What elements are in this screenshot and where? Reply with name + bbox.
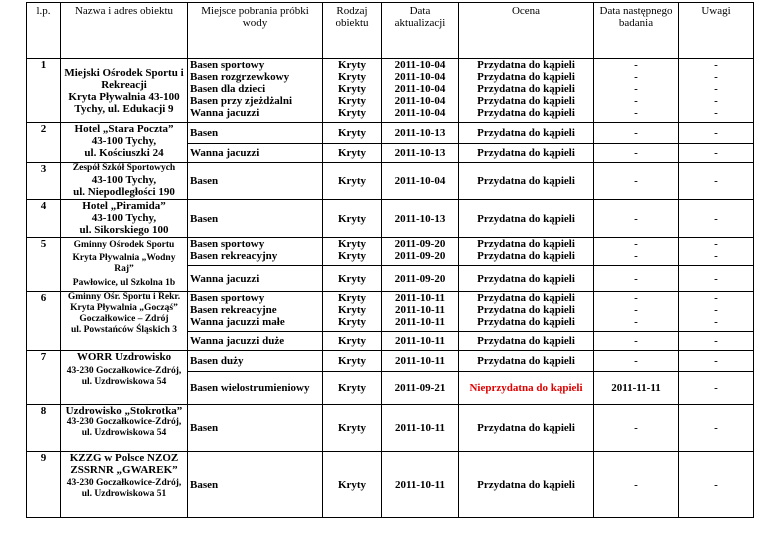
row-name bbox=[61, 123, 188, 163]
place-cell: Wanna jacuzzi bbox=[190, 107, 260, 119]
place-cell: Basen bbox=[188, 163, 323, 200]
date-cell: 2011-10-04 bbox=[394, 95, 446, 107]
rodzaj-cell: Kryty bbox=[323, 372, 382, 405]
place-cell: Basen rekreacyjny bbox=[190, 250, 278, 262]
place-cell: Basen sportowy bbox=[190, 59, 265, 71]
row-data bbox=[382, 292, 459, 332]
row-name bbox=[61, 452, 188, 518]
name-address: 43-230 Goczałkowice-Zdrój, ul. Uzdrowiskowa 51 bbox=[66, 478, 182, 499]
uwagi-cell: - bbox=[679, 332, 754, 351]
row-lp: 8 bbox=[27, 405, 61, 452]
date-cell: 2011-10-11 bbox=[382, 452, 459, 518]
rodzaj-cell: Kryty bbox=[323, 163, 382, 200]
rodzaj-cell: Kryty bbox=[323, 266, 382, 292]
uwagi-cell: - bbox=[714, 304, 718, 316]
next-cell: - bbox=[594, 452, 679, 518]
rodzaj-cell: Kryty bbox=[337, 304, 367, 316]
ocena-cell: Przydatna do kąpieli bbox=[459, 452, 594, 518]
next-cell: - bbox=[634, 250, 638, 262]
rodzaj-cell: Kryty bbox=[337, 107, 367, 119]
place-cell: Basen przy zjeżdżalni bbox=[190, 95, 293, 107]
place-cell: Basen bbox=[188, 452, 323, 518]
name-address: 43-230 Goczałkowice-Zdrój, ul. Uzdrowiskowa 54 bbox=[66, 417, 182, 438]
place-cell: Wanna jacuzzi małe bbox=[190, 316, 285, 328]
ocena-cell: Przydatna do kąpieli bbox=[459, 200, 594, 238]
uwagi-cell: - bbox=[714, 71, 718, 83]
name-line: Zespół Szkół Sportowych bbox=[72, 163, 176, 173]
rodzaj-cell: Kryty bbox=[337, 292, 367, 304]
row-uwagi bbox=[679, 238, 754, 266]
ocena-cell: Przydatna do kąpieli bbox=[459, 144, 594, 163]
row-lp: 7 bbox=[27, 351, 61, 405]
row-ocena bbox=[459, 292, 594, 332]
name-address: 43-230 Goczałkowice-Zdrój, ul. Uzdrowiskowa 54 bbox=[66, 366, 182, 387]
place-cell: Basen wielostrumieniowy bbox=[188, 372, 323, 405]
row-next bbox=[594, 238, 679, 266]
rodzaj-cell: Kryty bbox=[337, 83, 367, 95]
ocena-cell: Przydatna do kąpieli bbox=[459, 405, 594, 452]
place-cell: Basen sportowy bbox=[190, 238, 265, 250]
date-cell: 2011-10-11 bbox=[382, 351, 459, 372]
date-cell: 2011-09-20 bbox=[382, 266, 459, 292]
ocena-cell: Przydatna do kąpieli bbox=[477, 304, 575, 316]
place-cell: Wanna jacuzzi duże bbox=[188, 332, 323, 351]
header-data-nastepnego: Data następnego badania bbox=[594, 3, 679, 59]
ocena-cell: Przydatna do kąpieli bbox=[477, 71, 575, 83]
ocena-cell: Przydatna do kąpieli bbox=[459, 332, 594, 351]
header-row bbox=[27, 3, 754, 59]
row-rodzaj bbox=[323, 292, 382, 332]
next-cell: - bbox=[594, 332, 679, 351]
ocena-cell: Przydatna do kąpieli bbox=[477, 107, 575, 119]
row-name bbox=[61, 351, 188, 405]
next-cell: - bbox=[634, 71, 638, 83]
name-line: ul. Kościuszki 24 bbox=[84, 147, 164, 159]
uwagi-cell: - bbox=[714, 107, 718, 119]
table-row bbox=[27, 200, 754, 238]
next-cell: - bbox=[634, 238, 638, 250]
row-uwagi bbox=[679, 292, 754, 332]
name-line: 43-100 Tychy, bbox=[91, 174, 157, 186]
rodzaj-cell: Kryty bbox=[337, 71, 367, 83]
row-name bbox=[61, 292, 188, 351]
name-line: Kryta Pływalnia „Gocząś” bbox=[70, 303, 178, 313]
row-places bbox=[188, 292, 323, 332]
rodzaj-cell: Kryty bbox=[323, 144, 382, 163]
next-cell: - bbox=[634, 95, 638, 107]
next-cell: - bbox=[634, 107, 638, 119]
next-cell: - bbox=[634, 316, 638, 328]
place-cell: Basen dla dzieci bbox=[190, 83, 266, 95]
date-cell: 2011-10-13 bbox=[382, 144, 459, 163]
date-cell: 2011-09-21 bbox=[382, 372, 459, 405]
row-name bbox=[61, 163, 188, 200]
row-next bbox=[594, 292, 679, 332]
name-title: Uzdrowisko „Stokrotka” bbox=[65, 405, 183, 417]
date-cell: 2011-09-20 bbox=[394, 238, 446, 250]
row-next bbox=[594, 59, 679, 123]
row-data bbox=[382, 238, 459, 266]
rodzaj-cell: Kryty bbox=[337, 59, 367, 71]
date-cell: 2011-10-13 bbox=[382, 123, 459, 144]
row-lp: 9 bbox=[27, 452, 61, 518]
row-data bbox=[382, 59, 459, 123]
place-cell: Basen bbox=[188, 405, 323, 452]
ocena-cell: Przydatna do kąpieli bbox=[477, 59, 575, 71]
ocena-cell: Przydatna do kąpieli bbox=[477, 250, 575, 262]
row-ocena bbox=[459, 59, 594, 123]
row-places bbox=[188, 238, 323, 266]
uwagi-cell: - bbox=[679, 163, 754, 200]
name-line: ul. Niepodległości 190 bbox=[73, 186, 175, 198]
header-nazwa: Nazwa i adres obiektu bbox=[61, 3, 188, 59]
rodzaj-cell: Kryty bbox=[337, 95, 367, 107]
date-cell: 2011-10-11 bbox=[394, 292, 446, 304]
ocena-cell: Przydatna do kąpieli bbox=[477, 95, 575, 107]
date-cell: 2011-10-11 bbox=[394, 316, 446, 328]
name-line: Gminny Ośr. Sportu i Rekr. bbox=[67, 292, 181, 302]
date-cell: 2011-10-11 bbox=[394, 304, 446, 316]
place-cell: Wanna jacuzzi bbox=[188, 144, 323, 163]
rodzaj-cell: Kryty bbox=[337, 316, 367, 328]
table-row bbox=[27, 292, 754, 332]
uwagi-cell: - bbox=[714, 250, 718, 262]
place-cell: Basen rekreacyjne bbox=[190, 304, 277, 316]
row-lp: 6 bbox=[27, 292, 61, 351]
table-row bbox=[27, 59, 754, 123]
name-title: KZZG w Polsce NZOZ ZSSRNR „GWAREK” bbox=[69, 452, 179, 476]
header-lp: l.p. bbox=[27, 3, 61, 59]
uwagi-cell: - bbox=[714, 59, 718, 71]
header-uwagi: Uwagi bbox=[679, 3, 754, 59]
next-cell: - bbox=[594, 144, 679, 163]
next-cell: - bbox=[634, 59, 638, 71]
row-name bbox=[61, 405, 188, 452]
uwagi-cell: - bbox=[714, 316, 718, 328]
name-line: Kryta Pływalnia „Wodny Raj” bbox=[72, 253, 176, 274]
date-cell: 2011-10-11 bbox=[382, 332, 459, 351]
table-row bbox=[27, 238, 754, 266]
name-line: Hotel „Stara Poczta” bbox=[74, 123, 174, 135]
name-line: ul. Sikorskiego 100 bbox=[79, 224, 169, 236]
header-data-aktualizacji: Data aktualizacji bbox=[382, 3, 459, 59]
name-line: Kryta Pływalnia 43-100 Tychy, ul. Edukacji 9 bbox=[68, 90, 180, 115]
next-cell: - bbox=[634, 83, 638, 95]
next-cell: - bbox=[634, 292, 638, 304]
row-uwagi bbox=[679, 59, 754, 123]
date-cell: 2011-09-20 bbox=[394, 250, 446, 262]
name-line: Miejski Ośrodek Sportu i Rekreacji bbox=[64, 66, 184, 91]
next-cell: - bbox=[634, 304, 638, 316]
rodzaj-cell: Kryty bbox=[323, 200, 382, 238]
place-cell: Basen bbox=[188, 123, 323, 144]
next-cell: - bbox=[594, 200, 679, 238]
header-rodzaj: Rodzaj obiektu bbox=[323, 3, 382, 59]
next-cell: 2011-11-11 bbox=[594, 372, 679, 405]
rodzaj-cell: Kryty bbox=[323, 405, 382, 452]
rodzaj-cell: Kryty bbox=[323, 332, 382, 351]
uwagi-cell: - bbox=[679, 266, 754, 292]
uwagi-cell: - bbox=[679, 372, 754, 405]
place-cell: Wanna jacuzzi bbox=[188, 266, 323, 292]
rodzaj-cell: Kryty bbox=[323, 123, 382, 144]
date-cell: 2011-10-04 bbox=[394, 71, 446, 83]
uwagi-cell: - bbox=[714, 238, 718, 250]
header-miejsce: Miejsce pobrania próbki wody bbox=[188, 3, 323, 59]
rodzaj-cell: Kryty bbox=[337, 238, 367, 250]
name-line: Hotel „Piramida” bbox=[82, 200, 166, 212]
row-lp: 3 bbox=[27, 163, 61, 200]
uwagi-cell: - bbox=[679, 144, 754, 163]
row-ocena bbox=[459, 238, 594, 266]
header-ocena: Ocena bbox=[459, 3, 594, 59]
next-cell: - bbox=[594, 123, 679, 144]
rodzaj-cell: Kryty bbox=[323, 351, 382, 372]
date-cell: 2011-10-04 bbox=[394, 59, 446, 71]
ocena-cell: Przydatna do kąpieli bbox=[459, 351, 594, 372]
date-cell: 2011-10-13 bbox=[382, 200, 459, 238]
uwagi-cell: - bbox=[679, 123, 754, 144]
date-cell: 2011-10-04 bbox=[394, 107, 446, 119]
table-row bbox=[27, 452, 754, 518]
water-quality-table bbox=[26, 2, 754, 518]
name-line: 43-100 Tychy, bbox=[91, 135, 157, 147]
table-row bbox=[27, 163, 754, 200]
place-cell: Basen duży bbox=[188, 351, 323, 372]
row-lp: 1 bbox=[27, 59, 61, 123]
place-cell: Basen bbox=[188, 200, 323, 238]
row-lp: 2 bbox=[27, 123, 61, 163]
name-title: WORR Uzdrowisko bbox=[76, 351, 172, 363]
row-places bbox=[188, 59, 323, 123]
ocena-cell: Przydatna do kąpieli bbox=[459, 123, 594, 144]
next-cell: - bbox=[594, 405, 679, 452]
name-line: ul. Powstańców Śląskich 3 bbox=[70, 325, 178, 335]
name-line: Goczałkowice – Zdrój bbox=[79, 314, 169, 324]
next-cell: - bbox=[594, 266, 679, 292]
ocena-cell-negative: Nieprzydatna do kąpieli bbox=[459, 372, 594, 405]
uwagi-cell: - bbox=[679, 452, 754, 518]
name-line: 43-100 Tychy, bbox=[91, 212, 157, 224]
date-cell: 2011-10-04 bbox=[394, 83, 446, 95]
next-cell: - bbox=[594, 163, 679, 200]
row-name bbox=[61, 238, 188, 292]
row-name bbox=[61, 200, 188, 238]
uwagi-cell: - bbox=[679, 405, 754, 452]
next-cell: - bbox=[594, 351, 679, 372]
row-lp: 5 bbox=[27, 238, 61, 292]
row-rodzaj bbox=[323, 238, 382, 266]
ocena-cell: Przydatna do kąpieli bbox=[477, 316, 575, 328]
table-row bbox=[27, 351, 754, 372]
uwagi-cell: - bbox=[679, 200, 754, 238]
place-cell: Basen sportowy bbox=[190, 292, 265, 304]
rodzaj-cell: Kryty bbox=[323, 452, 382, 518]
date-cell: 2011-10-04 bbox=[382, 163, 459, 200]
name-line: Gminny Ośrodek Sportu bbox=[73, 240, 175, 250]
table-row bbox=[27, 123, 754, 144]
row-name bbox=[61, 59, 188, 123]
date-cell: 2011-10-11 bbox=[382, 405, 459, 452]
table-row bbox=[27, 405, 754, 452]
uwagi-cell: - bbox=[679, 351, 754, 372]
uwagi-cell: - bbox=[714, 292, 718, 304]
uwagi-cell: - bbox=[714, 95, 718, 107]
row-rodzaj bbox=[323, 59, 382, 123]
ocena-cell: Przydatna do kąpieli bbox=[459, 163, 594, 200]
rodzaj-cell: Kryty bbox=[337, 250, 367, 262]
ocena-cell: Przydatna do kąpieli bbox=[477, 83, 575, 95]
place-cell: Basen rozgrzewkowy bbox=[190, 71, 290, 83]
uwagi-cell: - bbox=[714, 83, 718, 95]
ocena-cell: Przydatna do kąpieli bbox=[477, 292, 575, 304]
ocena-cell: Przydatna do kąpieli bbox=[459, 266, 594, 292]
row-lp: 4 bbox=[27, 200, 61, 238]
ocena-cell: Przydatna do kąpieli bbox=[477, 238, 575, 250]
name-line: Pawłowice, ul Szkolna 1b bbox=[72, 278, 176, 288]
